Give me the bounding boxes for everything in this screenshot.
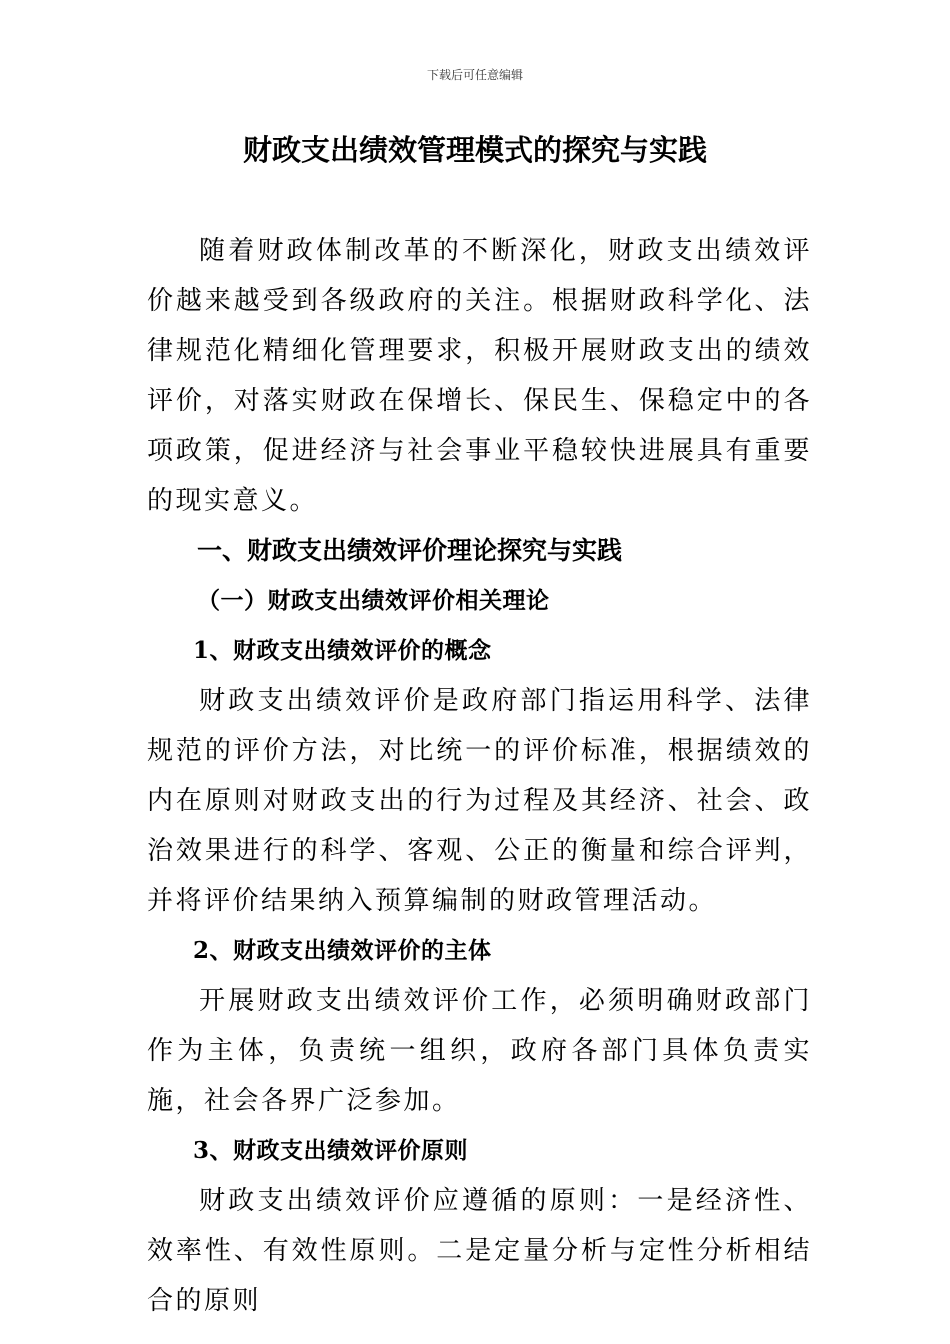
intro-paragraph: 随着财政体制改革的不断深化，财政支出绩效评价越来越受到各级政府的关注。根据财政科学化、法律规范化精细化管理要求，积极开展财政支出的绩效评价，对落实财政在保增长、保民生、保稳定中的各项政策，促进经济与社会事业平稳较快进展具有重要的现实意义。 <box>147 236 812 516</box>
item-paragraph-3: 财政支出绩效评价应遵循的原则：一是经济性、效率性、有效性原则。二是定量分析与定性分析相结合的原则 <box>147 1186 812 1316</box>
subsection-heading-1: （一）财政支出绩效评价相关理论 <box>197 587 550 614</box>
item-paragraph-1: 财政支出绩效评价是政府部门指运用科学、法律规范的评价方法，对比统一的评价标准，根据绩效的内在原则对财政支出的行为过程及其经济、社会、政治效果进行的科学、客观、公正的衡量和综合评判，并将评价结果纳入预算编制的财政管理活动。 <box>147 686 812 916</box>
item-heading-3: 3、财政支出绩效评价原则 <box>193 1137 469 1164</box>
item-heading-1: 1、财政支出绩效评价的概念 <box>193 637 492 664</box>
document-body <box>147 226 812 1326</box>
document-title: 财政支出绩效管理模式的探究与实践 <box>242 133 707 167</box>
section-heading-1: 一、财政支出绩效评价理论探究与实践 <box>197 536 623 565</box>
page-header-note: 下载后可任意编辑 <box>426 68 523 82</box>
item-heading-2: 2、财政支出绩效评价的主体 <box>193 937 492 964</box>
item-paragraph-2: 开展财政支出绩效评价工作，必须明确财政部门作为主体，负责统一组织，政府各部门具体负责实施，社会各界广泛参加。 <box>147 986 812 1116</box>
